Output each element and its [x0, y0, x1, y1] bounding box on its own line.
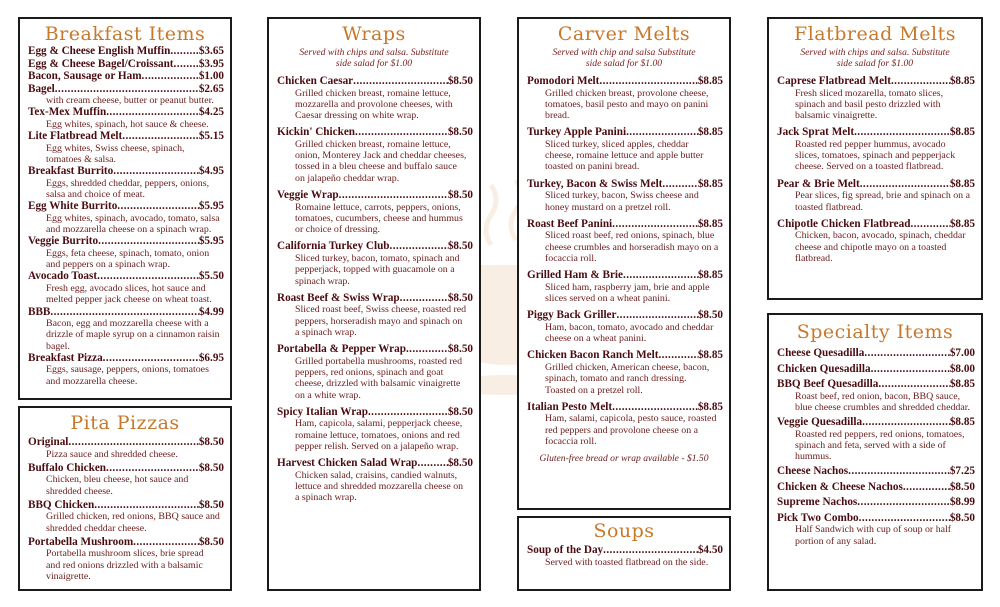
menu-item-line [777, 347, 975, 360]
menu-item-line [277, 343, 473, 356]
menu-item-name: Piggy Back Griller [527, 309, 617, 322]
dot-leader [612, 218, 698, 231]
menu-item-name: Soup of the Day [527, 544, 604, 556]
menu-item-name: BBB [28, 305, 51, 318]
menu-item-price: $8.85 [949, 177, 975, 190]
dot-leader [599, 75, 697, 88]
menu-item-description: Grilled chicken breast, romaine lettuce, mozzarella and provolone cheeses, with Caesar dressing on white wrap. [295, 87, 453, 122]
menu-item-line [777, 378, 975, 391]
menu-item-line [28, 130, 224, 143]
menu-item [277, 292, 473, 338]
menu-item-name: Cheese Nachos [777, 465, 849, 478]
menu-item-price: $8.50 [447, 75, 473, 87]
flatbread-list [769, 75, 981, 264]
menu-item-line [777, 465, 975, 478]
gluten-free-note: Gluten-free bread or wrap available - $1.50 [539, 453, 709, 465]
menu-item-line [277, 240, 473, 253]
dot-leader [133, 536, 199, 549]
menu-item-price: $8.50 [198, 498, 224, 511]
dot-leader [50, 306, 198, 319]
menu-item [777, 218, 975, 264]
menu-item [28, 352, 224, 387]
menu-item-price: $8.50 [447, 457, 473, 470]
menu-item-description: Eggs, feta cheese, spinach, tomato, onion and peppers on a spinach wrap. [46, 247, 210, 271]
dot-leader [859, 512, 950, 525]
menu-item-price: $8.50 [697, 309, 723, 322]
dot-leader [626, 126, 698, 139]
menu-item-name: Pomodori Melt [527, 75, 600, 87]
menu-item-line [527, 544, 723, 557]
menu-item-name: Roast Beef & Swiss Wrap [277, 291, 400, 304]
menu-item-line [277, 126, 473, 139]
menu-item [277, 343, 473, 401]
menu-item [28, 70, 224, 83]
menu-item-name: Jack Sprat Melt [777, 126, 855, 139]
menu-item-description: Sliced roast beef, red onions, spinach, blue cheese crumbles and horseradish mayo on a focaccia roll. [545, 230, 719, 264]
wraps-title: Wraps [342, 23, 406, 45]
menu-item-description: Roast beef, red onion, bacon, BBQ sauce, blue cheese crumbles and shredded cheddar. [795, 390, 970, 413]
menu-item-price: $8.85 [697, 177, 723, 190]
menu-item-description: Grilled chicken, American cheese, bacon, spinach, tomato and ranch dressing. Toasted on a pretzel roll. [545, 361, 710, 396]
menu-item-description: Bacon, egg and mozzarella cheese with a drizzle of maple syrup on a cinnamon raisin bagel. [46, 318, 220, 352]
menu-item-line [28, 306, 224, 319]
menu-item-price: $3.95 [198, 57, 224, 70]
menu-item-line [777, 75, 975, 88]
menu-item-line [277, 292, 473, 305]
menu-item-line [28, 200, 224, 213]
wraps-section [267, 17, 481, 591]
menu-item [277, 406, 473, 452]
menu-item [527, 218, 723, 264]
menu-item-description: Roasted red peppers, red onions, tomatoes, spinach and feta, served with a side of hummus. [795, 428, 965, 463]
menu-item-description: Egg whites, Swiss cheese, spinach, tomatoes & salsa. [46, 142, 185, 165]
menu-item-name: BBQ Beef Quesadilla [777, 378, 879, 390]
menu-item-name: California Turkey Club [277, 240, 390, 253]
breakfast-list [20, 45, 230, 387]
menu-item-line [527, 309, 723, 322]
dot-leader [417, 457, 447, 470]
menu-item [527, 178, 723, 213]
menu-item-price: $8.50 [198, 436, 224, 448]
menu-item-price: $4.95 [198, 165, 224, 178]
menu-item [777, 347, 975, 360]
menu-item [777, 178, 975, 213]
menu-item-name: Supreme Nachos [777, 496, 858, 509]
menu-item-price: $8.50 [447, 240, 473, 253]
menu-item-description: Chicken salad, craisins, candied walnuts, lettuce and shredded mozzarella cheese on a spinach wrap. [295, 469, 464, 504]
menu-item-name: Turkey, Bacon & Swiss Melt [527, 177, 663, 190]
menu-item [527, 401, 723, 447]
menu-item-description: Portabella mushroom slices, brie spread and red onions drizzled with a balsamic vinaigrette. [46, 548, 204, 583]
menu-item-description: Pizza sauce and shredded cheese. [46, 448, 178, 460]
dot-leader [94, 499, 199, 512]
menu-item-description: Sliced ham, raspberry jam, brie and apple slices served on a wheat panini. [545, 281, 710, 305]
menu-item-price: $8.85 [697, 217, 723, 230]
menu-item-price: $8.50 [447, 126, 473, 139]
menu-item-name: Egg & Cheese English Muffin [28, 45, 171, 57]
dot-leader [854, 126, 950, 139]
dot-leader [355, 126, 448, 139]
menu-item [777, 75, 975, 121]
menu-item-name: Veggie Quesadilla [777, 416, 863, 429]
soups-list [519, 544, 729, 568]
flatbread-subtitle: Served with chips and salsa. Substitute side salad for $1.00 [800, 47, 950, 69]
dot-leader [891, 75, 950, 88]
menu-item-price: $8.50 [447, 405, 473, 418]
dot-leader [400, 292, 448, 305]
carver-section [517, 17, 731, 510]
menu-item-price: $8.85 [697, 269, 723, 282]
menu-item-line [28, 499, 224, 512]
menu-item-line [28, 45, 224, 58]
menu-item-line [777, 481, 975, 494]
menu-item-name: Spicy Italian Wrap [277, 405, 368, 418]
menu-item-description: Roasted red pepper hummus, avocado slices, tomatoes, spinach and pepperjack cheese. Served on a toasted flatbread. [795, 138, 956, 173]
menu-item-name: Tex-Mex Muffin [28, 106, 107, 119]
dot-leader [103, 352, 199, 365]
menu-item-price: $8.85 [949, 378, 975, 390]
menu-item-name: Buffalo Chicken [28, 461, 107, 474]
dot-leader [55, 83, 199, 96]
menu-item-line [28, 83, 224, 96]
menu-item-line [527, 178, 723, 191]
menu-item-description: Egg whites, spinach, avocado, tomato, salsa and mozzarella cheese on a spinach wrap. [46, 212, 220, 236]
menu-item-name: Portabella & Pepper Wrap [277, 343, 406, 356]
menu-item-name: BBQ Chicken [28, 498, 95, 511]
dot-leader [612, 401, 698, 414]
carver-list [519, 75, 729, 447]
wraps-subtitle: Served with chips and salsa. Substitute side salad for $1.00 [299, 47, 449, 69]
menu-item-name: Italian Pesto Melt [527, 400, 613, 413]
dot-leader [113, 165, 199, 178]
menu-item-name: Pear & Brie Melt [777, 177, 860, 190]
menu-item [28, 536, 224, 582]
menu-item [777, 378, 975, 413]
menu-item-line [777, 496, 975, 509]
menu-item-description: Eggs, shredded cheddar, peppers, onions, salsa and choice of meat. [46, 177, 210, 200]
menu-item-line [777, 218, 975, 231]
menu-item-line [777, 416, 975, 429]
dot-leader [106, 106, 199, 119]
menu-item-description: Sliced turkey, bacon, tomato, spinach and pepperjack, topped with guacamole on a spinach wrap. [295, 252, 460, 287]
menu-item-name: Pick Two Combo [777, 511, 859, 524]
menu-item [277, 240, 473, 286]
menu-item-price: $8.85 [697, 75, 723, 87]
menu-item [527, 349, 723, 395]
menu-item-name: Kickin' Chicken [277, 126, 356, 139]
menu-item-line [28, 462, 224, 475]
menu-item-description: Grilled chicken breast, provolone cheese, tomatoes, basil pesto and mayo on panini bread. [545, 87, 709, 122]
dot-leader [848, 465, 950, 478]
dot-leader [117, 200, 199, 213]
dot-leader [174, 58, 199, 71]
menu-item-price: $5.50 [198, 270, 224, 283]
menu-item-price: $7.00 [949, 347, 975, 359]
menu-item-price: $8.85 [949, 217, 975, 230]
dot-leader [170, 45, 198, 58]
menu-item [28, 436, 224, 460]
dot-leader [903, 481, 950, 494]
carver-subtitle: Served with chip and salsa Substitute side salad for $1.00 [552, 47, 696, 69]
breakfast-title: Breakfast Items [44, 23, 206, 45]
dot-leader [406, 343, 448, 356]
menu-item-line [777, 126, 975, 139]
menu-item-price: $1.00 [198, 70, 224, 82]
menu-item-name: Bagel [28, 82, 55, 95]
menu-item-description: Ham, salami, capicola, pesto sauce, roasted red peppers and provolone cheese on a focaccia roll. [545, 413, 717, 447]
menu-item [28, 200, 224, 235]
menu-item-price: $8.85 [949, 75, 975, 87]
menu-item [28, 165, 224, 200]
menu-item [527, 75, 723, 121]
menu-item-description: Romaine lettuce, carrots, peppers, onions, tomatoes, cucumbers, cheese and hummus or choice of dressing. [295, 201, 463, 236]
menu-item [527, 126, 723, 172]
menu-item [28, 306, 224, 352]
flatbread-section [767, 17, 983, 300]
menu-item-line [777, 512, 975, 525]
menu-item-name: Chicken Bacon Ranch Melt [527, 349, 659, 362]
specialty-title: Specialty Items [796, 321, 954, 343]
menu-item-line [28, 270, 224, 283]
dot-leader [142, 70, 199, 83]
specialty-list [769, 347, 981, 547]
menu-item-line [28, 436, 224, 449]
menu-item-line [777, 363, 975, 376]
menu-item-price: $8.50 [447, 343, 473, 356]
menu-item-description: Pear slices, fig spread, brie and spinach on a toasted flatbread. [795, 190, 970, 213]
dot-leader [616, 309, 697, 322]
dot-leader [857, 496, 950, 509]
menu-item-name: Veggie Burrito [28, 235, 99, 248]
menu-item-line [28, 70, 224, 83]
menu-item-name: Grilled Ham & Brie [527, 269, 624, 282]
menu-item-description: Ham, capicola, salami, pepperjack cheese, romaine lettuce, tomatoes, onions and red pepper relish. Served on a jalapeño wrap. [295, 418, 463, 453]
menu-item-line [527, 349, 723, 362]
soups-section [517, 516, 731, 591]
menu-item [527, 269, 723, 304]
menu-item [777, 481, 975, 494]
menu-item-name: Bacon, Sausage or Ham [28, 70, 142, 82]
dot-leader [878, 378, 950, 391]
menu-item-description: Half Sandwich with cup of soup or half portion of any salad. [795, 524, 952, 547]
menu-item-line [777, 178, 975, 191]
menu-item-description: Served with toasted flatbread on the side. [545, 556, 709, 568]
menu-item-line [28, 106, 224, 119]
pita-list [20, 436, 230, 582]
dot-leader [390, 240, 448, 253]
dot-leader [862, 416, 950, 429]
menu-item-price: $8.99 [949, 496, 975, 509]
menu-item-price: $8.85 [949, 416, 975, 429]
menu-item-name: Cheese Quesadilla [777, 347, 865, 359]
menu-item-price: $2.65 [198, 82, 224, 95]
dot-leader [106, 462, 199, 475]
menu-item-price: $8.50 [198, 461, 224, 474]
menu-item-price: $8.85 [697, 126, 723, 139]
menu-item-name: Breakfast Burrito [28, 165, 114, 178]
menu-item [277, 457, 473, 503]
menu-item [28, 270, 224, 305]
menu-item-price: $8.50 [447, 189, 473, 202]
dot-leader [339, 189, 448, 202]
menu-item-line [28, 352, 224, 365]
menu-item-name: Portabella Mushroom [28, 535, 134, 548]
menu-item-description: Chicken, bacon, avocado, spinach, cheddar cheese and chipotle mayo on a toasted flatbread. [795, 230, 966, 264]
menu-item [777, 465, 975, 478]
menu-item-name: Original [28, 436, 69, 448]
carver-title: Carver Melts [557, 23, 691, 45]
breakfast-section [18, 17, 232, 400]
menu-item-price: $4.50 [697, 544, 723, 556]
dot-leader [662, 178, 697, 191]
menu-item-name: Egg White Burrito [28, 200, 118, 213]
menu-item [777, 126, 975, 172]
dot-leader [910, 218, 949, 231]
menu-item [28, 235, 224, 270]
dot-leader [122, 130, 199, 143]
flatbread-title: Flatbread Melts [794, 23, 956, 45]
menu-item [277, 126, 473, 184]
menu-item-price: $3.65 [198, 45, 224, 57]
menu-item-line [28, 235, 224, 248]
menu-item [777, 363, 975, 376]
menu-item-line [527, 401, 723, 414]
dot-leader [623, 269, 698, 282]
menu-item-line [28, 58, 224, 71]
menu-item-name: Avocado Toast [28, 270, 98, 283]
menu-item-price: $5.95 [198, 200, 224, 213]
menu-item-name: Roast Beef Panini [527, 217, 613, 230]
menu-item-line [277, 406, 473, 419]
menu-item-price: $8.50 [198, 535, 224, 548]
soups-title: Soups [593, 520, 655, 542]
menu-item [28, 58, 224, 71]
dot-leader [353, 75, 448, 88]
menu-item-name: Turkey Apple Panini [527, 126, 627, 139]
menu-item [28, 130, 224, 165]
dot-leader [68, 436, 198, 449]
menu-item-price: $8.50 [447, 291, 473, 304]
menu-item [527, 544, 723, 568]
menu-item-description: Grilled chicken breast, romaine lettuce, onion, Monterey Jack and cheddar cheeses, tossed in a bleu cheese and buffalo sauce on jalapeño cheddar wrap. [295, 138, 467, 184]
menu-item [28, 499, 224, 534]
menu-item [28, 462, 224, 497]
menu-item [277, 189, 473, 235]
menu-item-price: $8.00 [949, 362, 975, 375]
menu-item-name: Chipotle Chicken Flatbread [777, 217, 911, 230]
menu-item-description: Fresh egg, avocado slices, hot sauce and melted pepper jack cheese on wheat toast. [46, 282, 212, 306]
dot-leader [864, 347, 950, 360]
dot-leader [97, 270, 199, 283]
menu-item [777, 496, 975, 509]
menu-item-name: Lite Flatbread Melt [28, 130, 123, 143]
dot-leader [603, 544, 698, 557]
menu-item [777, 416, 975, 462]
menu-item-line [28, 536, 224, 549]
menu-item-name: Harvest Chicken Salad Wrap [277, 457, 418, 470]
menu-item-line [527, 126, 723, 139]
dot-leader [658, 349, 697, 362]
menu-item-price: $6.95 [198, 351, 224, 364]
menu-item-price: $4.99 [198, 305, 224, 318]
pita-section [18, 406, 232, 591]
menu-item [28, 45, 224, 58]
menu-item-description: Grilled portabella mushrooms, roasted red peppers, red onions, spinach and goat cheese, drizzled with balsamic vinaigrette on a white wrap. [295, 355, 463, 401]
wraps-list [269, 75, 479, 504]
menu-item [777, 512, 975, 547]
pita-title: Pita Pizzas [70, 412, 180, 434]
menu-item-description: Chicken, bleu cheese, hot sauce and shredded cheese. [46, 474, 189, 497]
menu-item-description: Sliced turkey, bacon, Swiss cheese and honey mustard on a pretzel roll. [545, 190, 699, 213]
menu-item [28, 106, 224, 130]
menu-item-description: Grilled chicken, red onions, BBQ sauce and shredded cheddar cheese. [46, 511, 220, 534]
menu-item-price: $8.85 [697, 400, 723, 413]
menu-item-price: $8.85 [949, 126, 975, 139]
menu-item-name: Chicken & Cheese Nachos [777, 480, 903, 493]
specialty-section [767, 313, 983, 591]
menu-item-line [527, 269, 723, 282]
menu-item-description: Ham, bacon, tomato, avocado and cheddar cheese on a wheat panini. [545, 321, 714, 345]
menu-item-line [527, 218, 723, 231]
dot-leader [871, 363, 950, 376]
menu-item-description: Fresh sliced mozarella, tomato slices, spinach and basil pesto drizzled with balsamic vinaigrette. [795, 87, 944, 122]
menu-item-price: $5.15 [198, 130, 224, 143]
menu-item-line [277, 189, 473, 202]
menu-item-line [28, 165, 224, 178]
menu-item-price: $5.95 [198, 235, 224, 248]
menu-item-description: Egg whites, spinach, hot sauce & cheese. [46, 118, 209, 130]
menu-item-description: Sliced roast beef, Swiss cheese, roasted red peppers, horseradish mayo and spinach on a spinach wrap. [295, 304, 467, 338]
dot-leader [860, 178, 950, 191]
menu-item-line [277, 75, 473, 88]
menu-item-name: Chicken Quesadilla [777, 362, 871, 375]
menu-item [277, 75, 473, 121]
dot-leader [98, 235, 199, 248]
menu-item-name: Caprese Flatbread Melt [777, 75, 891, 87]
menu-item-price: $7.25 [949, 465, 975, 478]
menu-item-description: Eggs, sausage, peppers, onions, tomatoes and mozzarella cheese. [46, 364, 209, 387]
menu-item-line [527, 75, 723, 88]
menu-item-price: $8.50 [949, 480, 975, 493]
menu-item-name: Chicken Caesar [277, 75, 354, 87]
menu-item [527, 309, 723, 344]
menu-item-price: $8.85 [697, 349, 723, 362]
menu-item [28, 83, 224, 107]
menu-item-name: Veggie Wrap [277, 189, 339, 202]
menu-item-price: $4.25 [198, 106, 224, 119]
dot-leader [368, 406, 448, 419]
menu-item-description: Sliced turkey, sliced apples, cheddar cheese, romaine lettuce and apple butter toasted on panini bread. [545, 138, 704, 173]
menu-item-description: with cream cheese, butter or peanut butter. [46, 95, 214, 106]
menu-item-price: $8.50 [949, 511, 975, 524]
menu-item-name: Breakfast Pizza [28, 351, 103, 364]
menu-item-name: Egg & Cheese Bagel/Croissant [28, 57, 174, 70]
menu-item-line [277, 457, 473, 470]
